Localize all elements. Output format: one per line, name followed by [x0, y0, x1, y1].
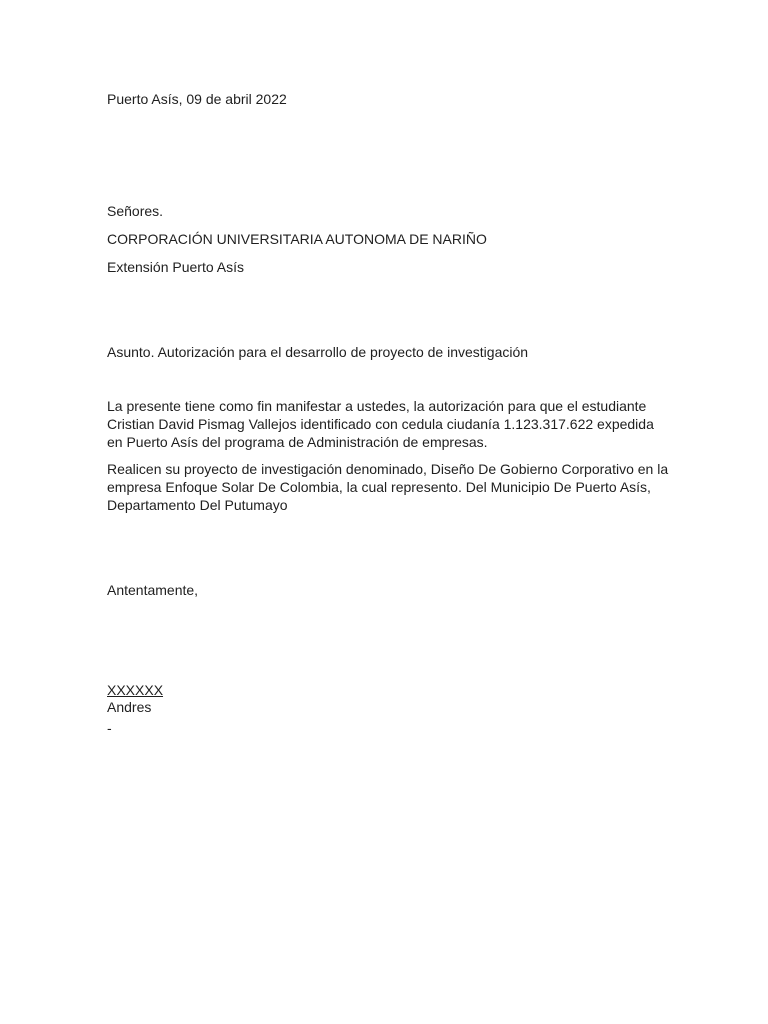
closing: Antentamente,: [107, 582, 199, 598]
recipient-institution: CORPORACIÓN UNIVERSITARIA AUTONOMA DE NARIÑO: [107, 231, 487, 247]
place-date: Puerto Asís, 09 de abril 2022: [107, 91, 287, 107]
body-paragraph-2-line: Realicen su proyecto de investigación denominado, Diseño De Gobierno Corporativo en la: [107, 461, 669, 477]
body-paragraph-1-line: La presente tiene como fin manifestar a ustedes, la autorización para que el estudiante: [107, 398, 647, 414]
body-paragraph-1-line: Cristian David Pismag Vallejos identificado con cedula ciudanía 1.123.317.622 expedida: [107, 415, 654, 432]
body-paragraph-2: [107, 461, 667, 514]
recipient-branch: Extensión Puerto Asís: [107, 259, 244, 275]
recipient-salutation: Señores.: [107, 203, 164, 219]
signature-line: XXXXXX: [107, 682, 164, 698]
signer-extra: -: [107, 720, 112, 736]
body-paragraph-1: [107, 398, 667, 451]
signer-name: Andres: [107, 699, 152, 715]
body-paragraph-2-line: Departamento Del Putumayo: [107, 496, 288, 513]
body-paragraph-1-line: en Puerto Asís del programa de Administración de empresas.: [107, 433, 488, 450]
subject-line: Asunto. Autorización para el desarrollo de proyecto de investigación: [107, 344, 529, 360]
body-paragraph-2-line: empresa Enfoque Solar De Colombia, la cual represento. Del Municipio De Puerto Asís,: [107, 478, 651, 495]
